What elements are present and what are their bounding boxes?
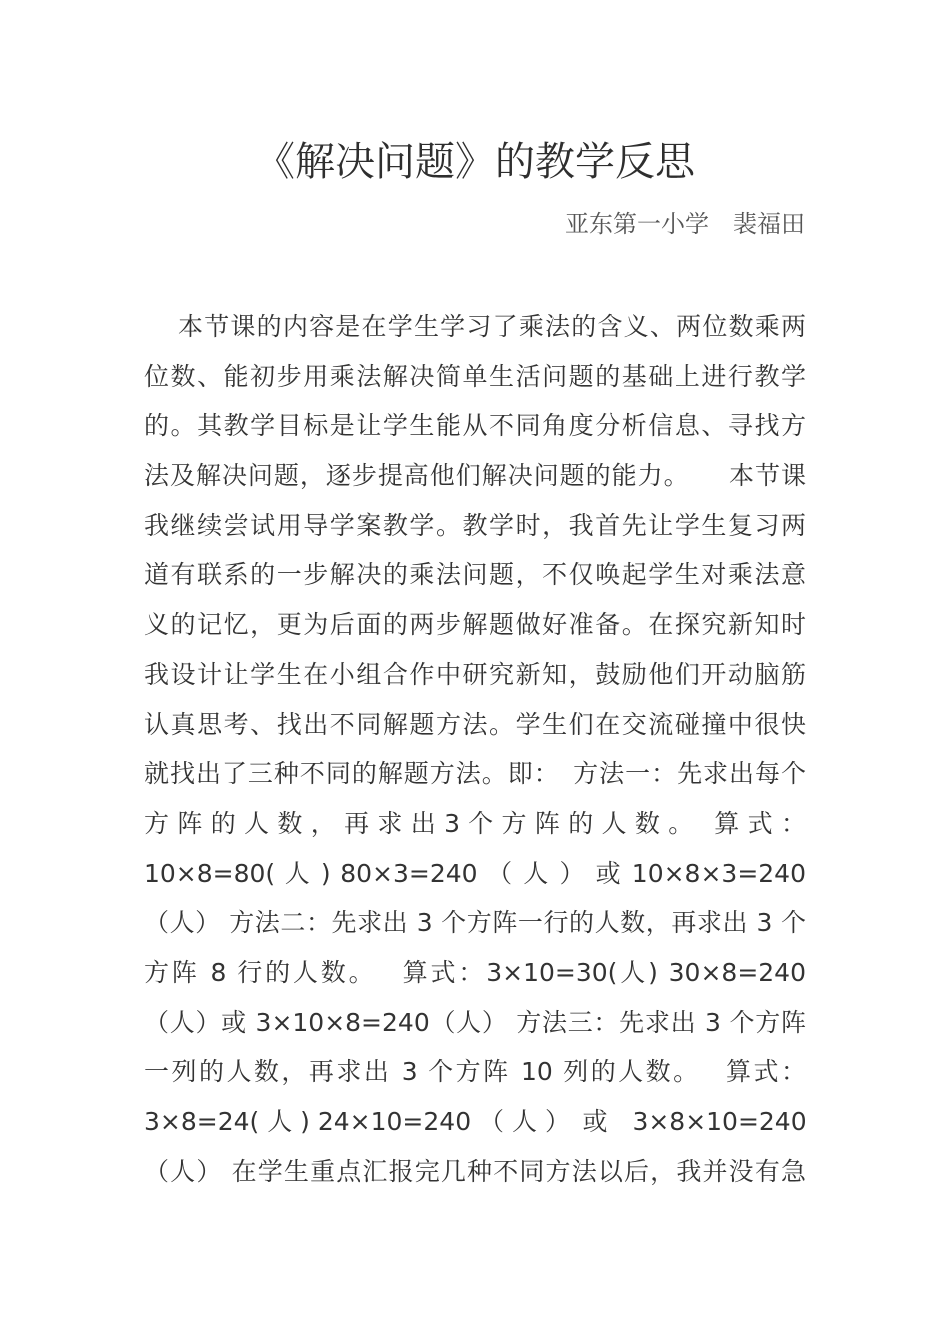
body-line: （人） 在学生重点汇报完几种不同方法以后，我并没有急 bbox=[144, 1156, 806, 1186]
body-line: 方阵 8 行的人数。 算式：3×10=30(人) 30×8=240 bbox=[144, 957, 806, 987]
body-line: 认真思考、找出不同解题方法。学生们在交流碰撞中很快 bbox=[144, 709, 806, 739]
body-line: 10×8=80( 人 ) 80×3=240 （ 人 ） 或 10×8×3=240 bbox=[144, 858, 806, 888]
body-line: 本节课的内容是在学生学习了乘法的含义、两位数乘两 bbox=[178, 312, 806, 341]
body-line: 义的记忆，更为后面的两步解题做好准备。在探究新知时 bbox=[144, 610, 806, 640]
body-line: 道有联系的一步解决的乘法问题，不仅唤起学生对乘法意 bbox=[144, 560, 806, 590]
document-title: 《解决问题》的教学反思 bbox=[255, 139, 695, 185]
body-line: 位数、能初步用乘法解决简单生活问题的基础上进行教学 bbox=[144, 361, 806, 391]
body-line: 法及解决问题，逐步提高他们解决问题的能力。 本节课 bbox=[144, 461, 806, 491]
body-line: 我设计让学生在小组合作中研究新知，鼓励他们开动脑筋 bbox=[144, 659, 806, 689]
body-line: 方 阵 的 人 数 ， 再 求 出 3 个 方 阵 的 人 数 。 算 式 ： bbox=[144, 808, 806, 838]
document-author: 亚东第一小学 裴福田 bbox=[565, 210, 805, 238]
document-body bbox=[144, 302, 806, 1196]
body-line: （人） 方法二：先求出 3 个方阵一行的人数，再求出 3 个 bbox=[144, 908, 806, 938]
body-line: （人）或 3×10×8=240（人） 方法三：先求出 3 个方阵 bbox=[144, 1007, 806, 1037]
body-line: 的。其教学目标是让学生能从不同角度分析信息、寻找方 bbox=[144, 411, 806, 441]
body-line: 一列的人数，再求出 3 个方阵 10 列的人数。 算式： bbox=[144, 1057, 806, 1087]
body-line: 就找出了三种不同的解题方法。即： 方法一：先求出每个 bbox=[144, 759, 806, 789]
body-line: 3×8=24( 人 ) 24×10=240 （ 人 ） 或 3×8×10=240 bbox=[144, 1107, 807, 1136]
body-line: 我继续尝试用导学案教学。教学时，我首先让学生复习两 bbox=[144, 510, 806, 540]
